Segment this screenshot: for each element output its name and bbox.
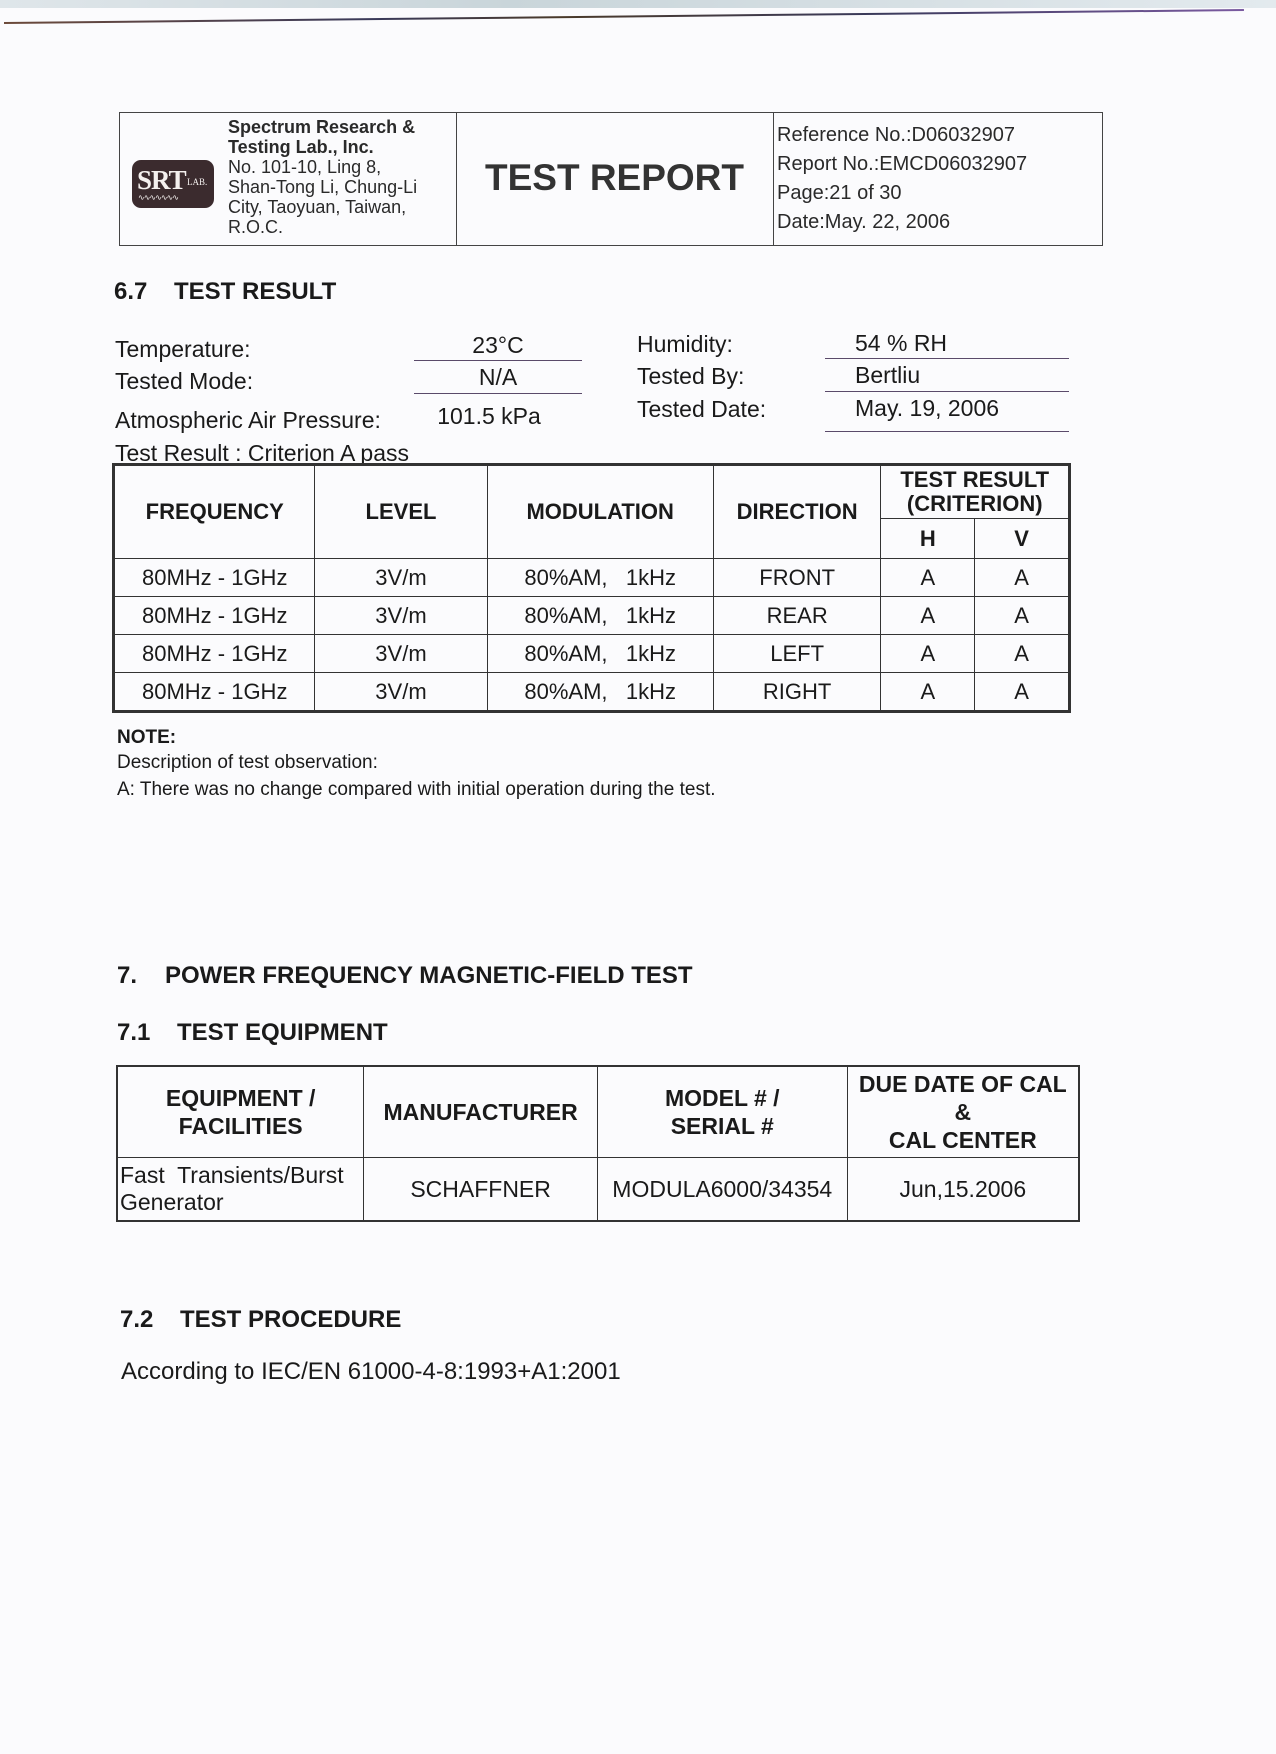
scan-edge: [0, 0, 1276, 8]
note-title: NOTE:: [117, 727, 177, 748]
note-line-2: A: There was no change compared with initial operation during the test.: [117, 779, 716, 800]
col-equipment: [117, 1066, 364, 1158]
company-name-2: Testing Lab., Inc.: [228, 137, 374, 157]
cell-model: MODULA6000/34354: [597, 1158, 847, 1222]
cell-v: A: [975, 635, 1070, 673]
equipment-header-2: FACILITIES: [178, 1113, 303, 1139]
due-header-3: CAL CENTER: [888, 1127, 1037, 1153]
address-line: Shan-Tong Li, Chung-Li: [228, 177, 418, 197]
col-v: V: [975, 519, 1070, 559]
cell-modulation: 80%AM, 1kHz: [487, 559, 713, 597]
table-row: [114, 559, 1070, 597]
col-h: H: [881, 519, 975, 559]
section-title: TEST PROCEDURE: [180, 1306, 402, 1333]
humidity-label: Humidity:: [637, 331, 733, 357]
due-header-1: DUE DATE OF CAL: [858, 1071, 1067, 1097]
report-date: Date:May. 22, 2006: [777, 211, 951, 233]
underline: [414, 360, 582, 361]
section-6-7-heading: [114, 278, 336, 306]
address-line: No. 101-10, Ling 8,: [228, 157, 382, 177]
company-name-1: Spectrum Research &: [228, 117, 416, 137]
pressure-value: 101.5 kPa: [437, 403, 541, 429]
cell-v: A: [975, 597, 1070, 635]
cell-level: 3V/m: [315, 673, 487, 712]
srt-lab-logo-icon: [132, 160, 214, 208]
cell-level: 3V/m: [315, 559, 487, 597]
cell-direction: LEFT: [713, 635, 881, 673]
section-7-1-heading: [117, 1019, 388, 1047]
section-number: 7.1: [117, 1019, 151, 1046]
col-level: LEVEL: [315, 465, 487, 559]
cell-level: 3V/m: [315, 635, 487, 673]
due-header-2: &: [954, 1099, 972, 1125]
address-line: R.O.C.: [228, 217, 284, 237]
company-info: [228, 117, 458, 237]
section-number: 7.: [117, 962, 138, 989]
test-result-line2: (CRITERION): [906, 491, 1043, 516]
cell-manufacturer: SCHAFFNER: [364, 1158, 598, 1222]
temperature-label: Temperature:: [115, 336, 251, 362]
address-line: City, Taoyuan, Taiwan,: [228, 197, 407, 217]
col-model: [597, 1066, 847, 1158]
section-number: 7.2: [120, 1306, 154, 1333]
test-procedure-text: According to IEC/EN 61000-4-8:1993+A1:2001: [121, 1358, 621, 1385]
report-title: TEST REPORT: [484, 157, 745, 198]
table-row: [114, 635, 1070, 673]
underline: [825, 431, 1069, 432]
section-title: POWER FREQUENCY MAGNETIC-FIELD TEST: [165, 962, 693, 989]
cell-h: A: [881, 635, 975, 673]
model-header-1: MODEL # /: [664, 1085, 780, 1111]
equipment-line-1: Fast Transients/Burst: [120, 1162, 344, 1188]
page-number: Page:21 of 30: [777, 182, 902, 204]
table-row: [114, 597, 1070, 635]
cell-h: A: [881, 597, 975, 635]
cell-equipment: [117, 1158, 364, 1222]
underline: [825, 391, 1069, 392]
note-line-1: Description of test observation:: [117, 752, 378, 773]
col-test-result: [881, 465, 1070, 519]
col-due-date: [847, 1066, 1079, 1158]
cell-v: A: [975, 559, 1070, 597]
section-number: 6.7: [114, 278, 148, 305]
logo-main: SRT: [137, 165, 186, 195]
table-row: [114, 673, 1070, 712]
logo-wave: ∿∿∿∿∿∿∿: [138, 193, 178, 202]
tested-by-label: Tested By:: [637, 363, 745, 389]
logo-sub: LAB.: [187, 177, 208, 187]
cell-direction: RIGHT: [713, 673, 881, 712]
report-header: [119, 112, 1103, 246]
cell-level: 3V/m: [315, 597, 487, 635]
tested-by-value: Bertliu: [855, 362, 921, 388]
col-modulation: MODULATION: [487, 465, 713, 559]
test-result-table: [112, 463, 1071, 713]
underline: [825, 358, 1069, 359]
equipment-line-2: Generator: [120, 1189, 224, 1215]
col-direction: DIRECTION: [713, 465, 881, 559]
reference-block: [777, 121, 1027, 237]
cell-frequency: 80MHz - 1GHz: [114, 673, 315, 712]
temperature-value: 23°C: [472, 332, 524, 358]
tested-mode-label: Tested Mode:: [115, 368, 254, 394]
cell-frequency: 80MHz - 1GHz: [114, 597, 315, 635]
test-equipment-table: [116, 1065, 1080, 1222]
scan-fold-line: [4, 9, 1244, 24]
table-row: [117, 1158, 1079, 1222]
section-title: TEST RESULT: [174, 278, 337, 305]
section-7-2-heading: [120, 1306, 401, 1334]
tested-mode-value: N/A: [478, 364, 518, 390]
cell-h: A: [881, 559, 975, 597]
tested-date-label: Tested Date:: [637, 396, 767, 422]
cell-modulation: 80%AM, 1kHz: [487, 635, 713, 673]
test-result-line1: TEST RESULT: [900, 467, 1050, 492]
humidity-value: 54 % RH: [855, 330, 948, 356]
cell-h: A: [881, 673, 975, 712]
cell-direction: FRONT: [713, 559, 881, 597]
section-7-heading: [117, 962, 693, 990]
report-no: Report No.:EMCD06032907: [777, 153, 1028, 175]
reference-no: Reference No.:D06032907: [777, 124, 1015, 146]
cell-due-date: Jun,15.2006: [847, 1158, 1079, 1222]
col-manufacturer: MANUFACTURER: [364, 1066, 598, 1158]
underline: [414, 393, 582, 394]
tested-date-value: May. 19, 2006: [855, 395, 1000, 421]
model-header-2: SERIAL #: [670, 1113, 774, 1139]
col-frequency: FREQUENCY: [114, 465, 315, 559]
test-result-summary: Test Result : Criterion A pass: [115, 440, 410, 466]
cell-v: A: [975, 673, 1070, 712]
cell-modulation: 80%AM, 1kHz: [487, 597, 713, 635]
cell-direction: REAR: [713, 597, 881, 635]
equipment-header-1: EQUIPMENT /: [165, 1085, 316, 1111]
pressure-label: Atmospheric Air Pressure:: [115, 407, 381, 433]
cell-modulation: 80%AM, 1kHz: [487, 673, 713, 712]
header-divider: [773, 113, 774, 245]
section-title: TEST EQUIPMENT: [177, 1019, 388, 1046]
cell-frequency: 80MHz - 1GHz: [114, 559, 315, 597]
cell-frequency: 80MHz - 1GHz: [114, 635, 315, 673]
